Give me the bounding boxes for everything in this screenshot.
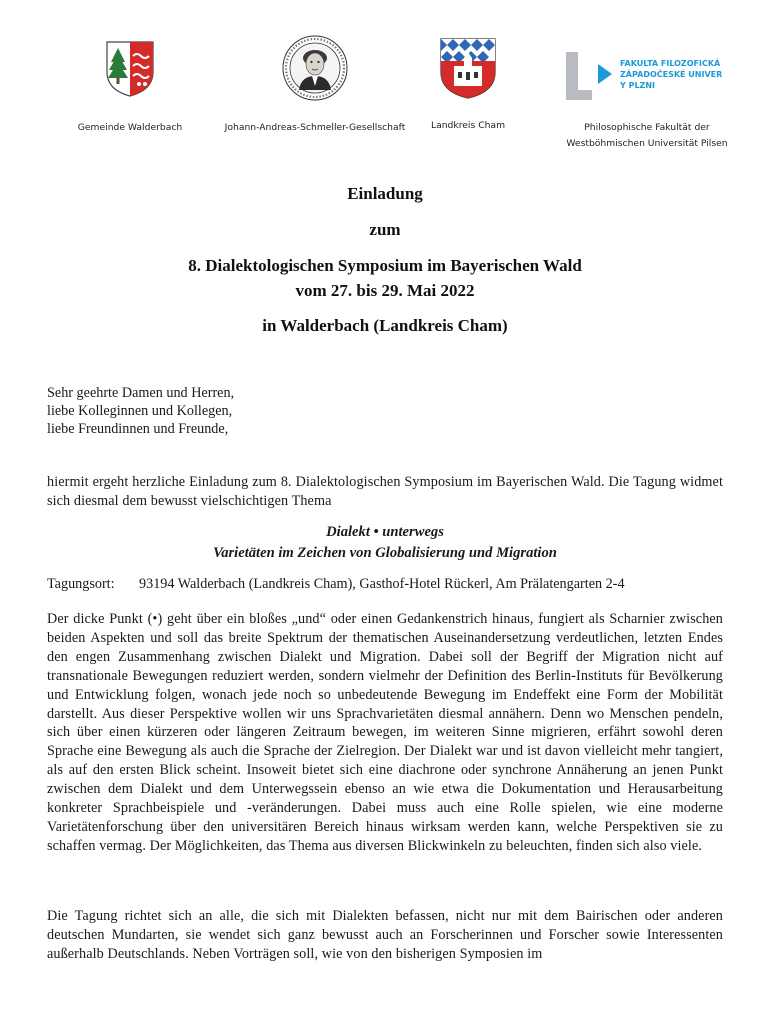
fakultaet-mark-line3: Y PLZNI xyxy=(620,81,656,90)
greeting-line-2: liebe Kolleginnen und Kollegen, xyxy=(47,403,233,419)
greeting xyxy=(47,384,234,438)
title-dates: vom 27. bis 29. Mai 2022 xyxy=(295,281,475,300)
logo-caption-fakultaet-line2: Westböhmischen Universität Pilsen xyxy=(566,138,728,149)
theme-line-2: Varietäten im Zeichen von Globalisierung und Migration xyxy=(213,545,557,561)
logo-schmeller-gesellschaft xyxy=(210,38,420,136)
theme-line-1: Dialekt • unterwegs xyxy=(326,524,444,540)
greeting-line-1: Sehr geehrte Damen und Herren, xyxy=(47,385,235,401)
body-paragraph-1: Der dicke Punkt (•) geht über ein bloßes „und“ oder einen Gedankenstrich hinaus, fungiert als Scharnier zwischen beiden Aspekten und soll das breite Spektrum der thematischen Auseinandersetzung verdeutlichen, letzten Endes den engen Zusammenhang zwischen Dialekt und Migration. Dabei soll der Begriff der Migration nicht auf transnationale Bewegungen reduziert werden, sondern vielmehr der Definition des Berlin-Instituts für Bevölkerung und Entwicklung folgen, wonach jede noch so unbedeutende Bewegung im Endeffekt eine Form der Mobilität darstellt. Aus dieser Perspektive wollen wir uns Sprachvarietäten diesmal annähern. Denn wo Menschen pendeln, sich über einen kürzeren oder längeren Zeitraum bewegen, im weiteren Sinne migrieren, erfährt sowohl deren Sprache eine Bewegung als auch die Sprache der Zielregion. Der Dialekt war und ist davon vielleicht mehr tangiert, als auf den ersten Blick scheint. Insoweit bietet sich eine diachrone oder synchrone Annäherung an jenen Punkt zwischen dem Dialekt und dem Unterwegssein ebenso an wie etwa die Dokumentation und Herausarbeitung konkreter Sprachbeispiele und -veränderungen. Dabei muss auch eine Rolle spielen, wie eine moderne Varietätenforschung über den universitären Bereich hinaus wirksam werden kann, welche Perspektiven sie zu schaffen vermag. Der Möglichkeiten, das Thema aus diversen Blickwinkeln zu beleuchten, finden sich also viele. xyxy=(47,611,723,854)
logo-gemeinde-walderbach xyxy=(70,38,190,136)
logo-caption-cham: Landkreis Cham xyxy=(430,120,506,131)
logo-caption-walderbach: Gemeinde Walderbach xyxy=(77,122,183,133)
title-zum: zum xyxy=(369,220,401,239)
intro-paragraph: hiermit ergeht herzliche Einladung zum 8. Dialektologischen Symposium im Bayerischen Wald. Die Tagung widmet sich diesmal dem bewusst vielschichtigen Thema xyxy=(47,474,723,509)
fakultaet-mark-line2: ZÁPADOČESKÉ UNIVER xyxy=(620,70,723,79)
fakultaet-wordmark xyxy=(552,38,742,98)
walderbach-coat-of-arms xyxy=(103,38,157,98)
logo-header xyxy=(0,38,770,153)
venue-value: 93194 Walderbach (Landkreis Cham), Gasthof-Hotel Rückerl, Am Prälatengarten 2-4 xyxy=(139,576,625,592)
logo-caption-schmeller: Johann-Andreas-Schmeller-Gesellschaft xyxy=(224,122,406,133)
greeting-line-3: liebe Freundinnen und Freunde, xyxy=(47,421,229,437)
fakultaet-mark-line1: FAKULTA FILOZOFICKÁ xyxy=(620,59,721,68)
fakultaet-mark-icon xyxy=(564,50,616,102)
title-symposium: 8. Dialektologischen Symposium im Bayerischen Wald xyxy=(188,256,582,275)
cham-coat-of-arms xyxy=(438,36,498,100)
schmeller-portrait-medallion xyxy=(281,34,349,102)
title-location: in Walderbach (Landkreis Cham) xyxy=(262,316,508,335)
venue-label: Tagungsort: xyxy=(47,576,115,592)
title-einladung: Einladung xyxy=(347,184,423,203)
venue xyxy=(47,575,625,593)
logo-philosophische-fakultaet xyxy=(552,38,742,152)
fakultaet-mark-text xyxy=(620,58,722,91)
logo-landkreis-cham xyxy=(418,38,518,134)
logo-caption-fakultaet-line1: Philosophische Fakultät der xyxy=(584,122,710,133)
body-paragraph-2: Die Tagung richtet sich an alle, die sich mit Dialekten befassen, nicht nur mit dem Bairischen oder anderen deutschen Mundarten, sie wendet sich ganz bewusst auch an Forscherinnen und Forscher sowie Interessenten außerhalb Deutschlands. Neben Vorträgen soll, wie von den bisherigen Symposien im xyxy=(47,908,723,962)
